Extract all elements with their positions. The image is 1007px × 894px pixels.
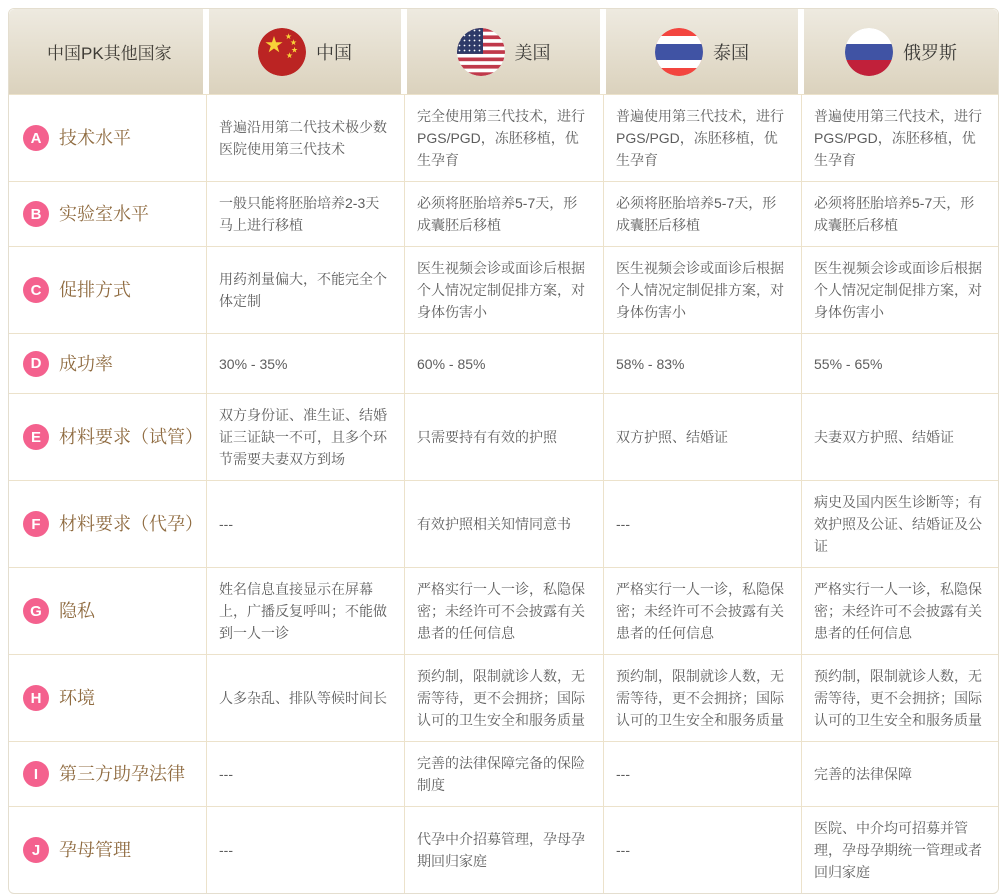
cell-text: 双方护照、结婚证 — [616, 429, 728, 445]
row-letter-badge: G — [23, 598, 49, 624]
table-row-E — [9, 393, 998, 480]
cell-text: 医生视频会诊或面诊后根据个人情况定制促排方案，对身体伤害小 — [616, 260, 784, 320]
value-cell-thailand — [603, 94, 801, 181]
value-cell-thailand — [603, 806, 801, 893]
cell-text: --- — [616, 766, 630, 782]
value-cell-usa — [404, 246, 603, 333]
cell-text: 55% - 65% — [814, 355, 883, 372]
row-header-I — [9, 741, 206, 806]
cell-text: 人多杂乱、排队等候时间长 — [219, 690, 387, 706]
row-label: 材料要求（代孕） — [59, 514, 203, 534]
value-cell-russia — [801, 567, 998, 654]
country-name-china: 中国 — [316, 42, 352, 63]
cell-text: 医生视频会诊或面诊后根据个人情况定制促排方案，对身体伤害小 — [417, 260, 585, 320]
table-row-F — [9, 480, 998, 567]
cell-text: --- — [616, 842, 630, 858]
value-cell-china — [206, 654, 404, 741]
row-label: 成功率 — [59, 353, 113, 374]
cell-text: 预约制，限制就诊人数，无需等待，更不会拥挤；国际认可的卫生安全和服务质量 — [814, 668, 982, 728]
value-cell-usa — [404, 333, 603, 393]
cell-text: 30% - 35% — [219, 355, 288, 372]
table-row-A — [9, 94, 998, 181]
row-label: 孕母管理 — [59, 840, 131, 860]
table-row-H — [9, 654, 998, 741]
table-row-I — [9, 741, 998, 806]
cell-text: 预约制，限制就诊人数，无需等待，更不会拥挤；国际认可的卫生安全和服务质量 — [417, 668, 585, 728]
cell-text: 双方身份证、准生证、结婚证三证缺一不可，且多个环节需要夫妻双方到场 — [219, 407, 387, 467]
china-flag-icon — [258, 28, 306, 76]
row-label: 促排方式 — [59, 280, 131, 300]
country-header-usa — [407, 9, 600, 94]
row-header-E — [9, 393, 206, 480]
row-label: 技术水平 — [59, 128, 131, 148]
comparison-table — [8, 8, 999, 894]
value-cell-china — [206, 246, 404, 333]
value-cell-russia — [801, 806, 998, 893]
cell-text: 医生视频会诊或面诊后根据个人情况定制促排方案，对身体伤害小 — [814, 260, 982, 320]
cell-text: 60% - 85% — [417, 355, 486, 372]
thailand-flag-icon — [655, 28, 703, 76]
row-letter-badge: H — [23, 685, 49, 711]
table-body — [9, 94, 998, 893]
row-header-C — [9, 246, 206, 333]
value-cell-usa — [404, 480, 603, 567]
cell-text: 预约制，限制就诊人数，无需等待，更不会拥挤；国际认可的卫生安全和服务质量 — [616, 668, 784, 728]
table-row-G — [9, 567, 998, 654]
table-row-B — [9, 181, 998, 246]
row-header-A — [9, 94, 206, 181]
cell-text: 必须将胚胎培养5-7天，形成囊胚后移植 — [616, 195, 777, 233]
cell-text: 有效护照相关知情同意书 — [417, 516, 571, 532]
country-header-russia — [804, 9, 998, 94]
cell-text: 代孕中介招募管理，孕母孕期回归家庭 — [417, 831, 585, 869]
value-cell-russia — [801, 333, 998, 393]
cell-text: 用药剂量偏大，不能完全个体定制 — [219, 271, 387, 309]
value-cell-usa — [404, 567, 603, 654]
cell-text: --- — [219, 766, 233, 782]
value-cell-china — [206, 480, 404, 567]
corner-header-cell — [9, 9, 203, 94]
value-cell-usa — [404, 741, 603, 806]
cell-text: 病史及国内医生诊断等；有效护照及公证、结婚证及公证 — [814, 494, 982, 554]
value-cell-usa — [404, 393, 603, 480]
cell-text: 一般只能将胚胎培养2-3天马上进行移植 — [219, 195, 380, 233]
table-title: 中国PK其他国家 — [47, 44, 172, 63]
row-letter-badge: J — [23, 837, 49, 863]
value-cell-usa — [404, 654, 603, 741]
cell-text: 必须将胚胎培养5-7天，形成囊胚后移植 — [814, 195, 975, 233]
country-header-china — [209, 9, 401, 94]
value-cell-russia — [801, 181, 998, 246]
cell-text: 普遍使用第三代技术，进行PGS/PGD，冻胚移植，优生孕育 — [814, 108, 982, 168]
cell-text: 完善的法律保障 — [814, 766, 912, 782]
usa-flag-icon — [457, 28, 505, 76]
cell-text: --- — [219, 842, 233, 858]
row-label: 隐私 — [59, 601, 95, 621]
value-cell-usa — [404, 181, 603, 246]
value-cell-russia — [801, 480, 998, 567]
cell-text: 严格实行一人一诊，私隐保密；未经许可不会披露有关患者的任何信息 — [814, 581, 982, 641]
value-cell-thailand — [603, 741, 801, 806]
row-letter-badge: B — [23, 201, 49, 227]
row-header-H — [9, 654, 206, 741]
value-cell-china — [206, 393, 404, 480]
row-letter-badge: A — [23, 125, 49, 151]
cell-text: 普遍沿用第二代技术极少数医院使用第三代技术 — [219, 119, 387, 157]
cell-text: 58% - 83% — [616, 355, 685, 372]
row-label: 实验室水平 — [59, 204, 149, 224]
value-cell-thailand — [603, 333, 801, 393]
cell-text: --- — [616, 516, 630, 532]
cell-text: --- — [219, 516, 233, 532]
row-letter-badge: F — [23, 511, 49, 537]
row-header-D — [9, 333, 206, 393]
cell-text: 完善的法律保障完备的保险制度 — [417, 755, 585, 793]
row-label: 环境 — [59, 688, 95, 708]
value-cell-russia — [801, 393, 998, 480]
country-name-russia: 俄罗斯 — [903, 42, 957, 63]
cell-text: 普遍使用第三代技术，进行PGS/PGD，冻胚移植，优生孕育 — [616, 108, 784, 168]
row-header-F — [9, 480, 206, 567]
table-row-J — [9, 806, 998, 893]
row-label: 第三方助孕法律 — [59, 764, 185, 784]
row-letter-badge: I — [23, 761, 49, 787]
row-header-B — [9, 181, 206, 246]
value-cell-thailand — [603, 480, 801, 567]
value-cell-thailand — [603, 181, 801, 246]
value-cell-china — [206, 333, 404, 393]
table-row-D — [9, 333, 998, 393]
row-header-J — [9, 806, 206, 893]
value-cell-thailand — [603, 567, 801, 654]
cell-text: 必须将胚胎培养5-7天，形成囊胚后移植 — [417, 195, 578, 233]
cell-text: 严格实行一人一诊，私隐保密；未经许可不会披露有关患者的任何信息 — [417, 581, 585, 641]
row-header-G — [9, 567, 206, 654]
country-name-thailand: 泰国 — [713, 42, 749, 63]
value-cell-russia — [801, 246, 998, 333]
cell-text: 医院、中介均可招募并管理，孕母孕期统一管理或者回归家庭 — [814, 820, 982, 880]
value-cell-usa — [404, 806, 603, 893]
value-cell-china — [206, 181, 404, 246]
row-letter-badge: C — [23, 277, 49, 303]
country-name-usa: 美国 — [514, 42, 551, 63]
cell-text: 只需要持有有效的护照 — [417, 429, 557, 445]
row-letter-badge: D — [23, 351, 49, 377]
table-row-C — [9, 246, 998, 333]
value-cell-china — [206, 94, 404, 181]
row-label: 材料要求（试管） — [59, 427, 203, 447]
value-cell-thailand — [603, 246, 801, 333]
value-cell-china — [206, 806, 404, 893]
value-cell-usa — [404, 94, 603, 181]
value-cell-russia — [801, 654, 998, 741]
value-cell-china — [206, 567, 404, 654]
value-cell-thailand — [603, 654, 801, 741]
russia-flag-icon — [845, 28, 893, 76]
cell-text: 夫妻双方护照、结婚证 — [814, 429, 954, 445]
cell-text: 姓名信息直接显示在屏幕上，广播反复呼叫；不能做到一人一诊 — [219, 581, 387, 641]
cell-text: 完全使用第三代技术，进行PGS/PGD，冻胚移植，优生孕育 — [417, 108, 585, 168]
cell-text: 严格实行一人一诊，私隐保密；未经许可不会披露有关患者的任何信息 — [616, 581, 784, 641]
country-header-thailand — [606, 9, 798, 94]
value-cell-thailand — [603, 393, 801, 480]
table-header-row — [9, 9, 998, 94]
value-cell-russia — [801, 94, 998, 181]
value-cell-russia — [801, 741, 998, 806]
value-cell-china — [206, 741, 404, 806]
row-letter-badge: E — [23, 424, 49, 450]
